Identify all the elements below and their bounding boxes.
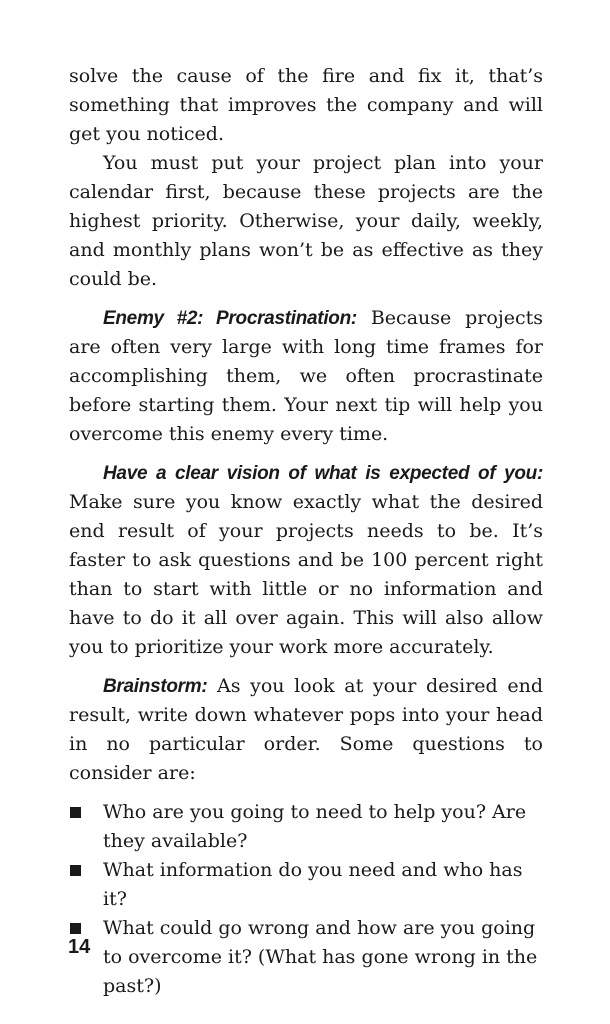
list-item — [69, 856, 543, 914]
paragraph-calendar-plan: You must put your project plan into your calendar first, because these projects are the highest priority. Otherwise, your daily, weekly, and monthly plans won’t be as effective as they could be. — [69, 152, 543, 290]
run-in-heading-brainstorm: Brainstorm: — [103, 676, 208, 697]
paragraph-brainstorm-text: As you look at your desired end result, write down whatever pops into your head in no particular order. Some questions to consider are: — [69, 675, 543, 784]
brainstorm-question-list — [69, 798, 543, 1001]
paragraph-brainstorm — [69, 672, 543, 788]
list-item-text: What could go wrong and how are you going to overcome it? (What has gone wrong in the past?) — [103, 917, 538, 997]
page-body — [69, 62, 543, 1001]
paragraph-procrastination-text: Because projects are often very large with long time frames for accomplishing them, we often procrastinate before starting them. Your next tip will help you overcome this enemy every time. — [69, 307, 543, 445]
paragraph-clear-vision-text: Make sure you know exactly what the desired end result of your projects needs to be. It’s faster to ask questions and be 100 percent right than to start with little or no information and have to do it all over again. This will also allow you to prioritize your work more accurately. — [69, 491, 543, 658]
run-in-heading-clear-vision: Have a clear vision of what is expected of you: — [103, 463, 543, 484]
page-number: 14 — [68, 936, 91, 958]
square-bullet-icon — [70, 923, 81, 934]
paragraph-fire-cause: solve the cause of the fire and fix it, that’s something that improves the company and will get you noticed. — [69, 65, 543, 145]
paragraph-clear-vision — [69, 459, 543, 662]
run-in-heading-procrastination: Enemy #2: Procrastination: — [103, 308, 357, 329]
list-item — [69, 914, 543, 1001]
list-item — [69, 798, 543, 856]
list-item-text: What information do you need and who has it? — [103, 859, 523, 910]
list-item-text: Who are you going to need to help you? Are they available? — [103, 801, 527, 852]
square-bullet-icon — [70, 807, 81, 818]
square-bullet-icon — [70, 865, 81, 876]
paragraph-procrastination — [69, 304, 543, 449]
